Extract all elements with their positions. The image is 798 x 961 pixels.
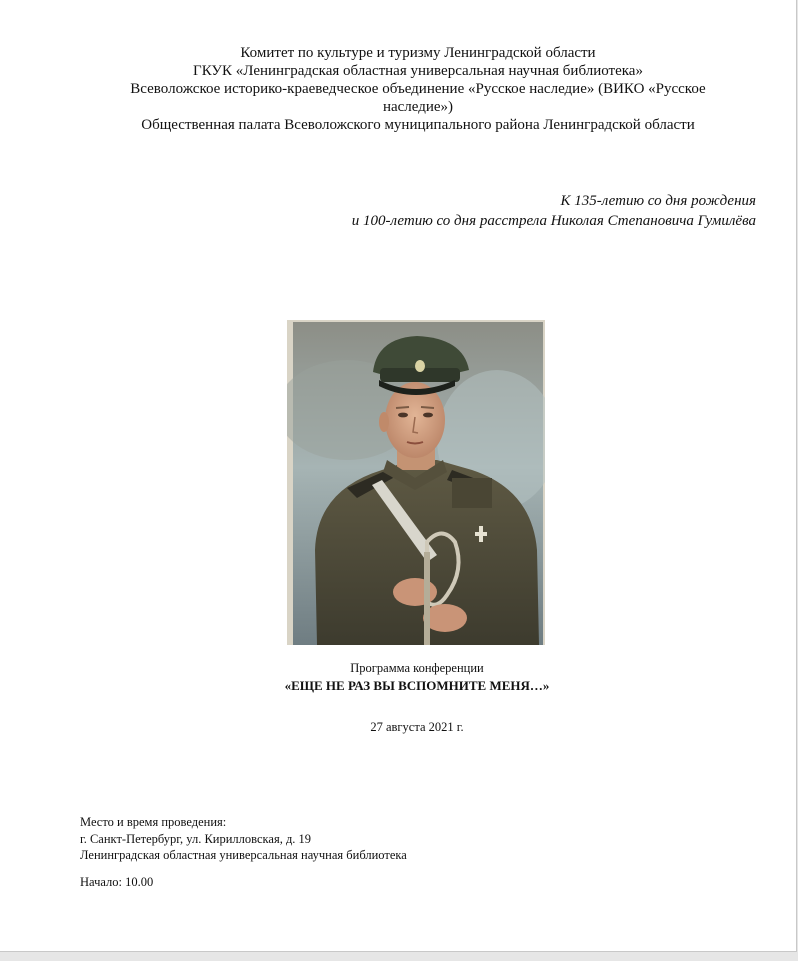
header-line-committee: Комитет по культуре и туризму Ленинградской области xyxy=(240,45,596,61)
dedication-line-execution: и 100-летию со дня расстрела Николая Степановича Гумилёва xyxy=(351,213,756,229)
conference-title: «ЕЩЕ НЕ РАЗ ВЫ ВСПОМНИТЕ МЕНЯ…» xyxy=(284,678,550,693)
start-time: Начало: 10.00 xyxy=(80,875,154,889)
conference-date: 27 августа 2021 г. xyxy=(370,720,464,734)
organizations-header xyxy=(80,44,756,134)
header-line-association: Всеволожское историко-краеведческое объединение «Русское наследие» (ВИКО «Русское xyxy=(130,81,706,97)
venue-library: Ленинградская областная универсальная научная библиотека xyxy=(80,848,407,862)
header-line-library: ГКУК «Ленинградская областная универсальная научная библиотека» xyxy=(193,63,643,79)
program-label: Программа конференции xyxy=(350,661,484,675)
portrait-photo xyxy=(287,320,545,645)
venue-heading: Место и время проведения: xyxy=(80,815,227,829)
dedication xyxy=(196,191,756,231)
header-line-association-cont: наследие») xyxy=(382,99,454,115)
header-line-public-chamber: Общественная палата Всеволожского муниципального района Ленинградской области xyxy=(141,117,695,133)
venue-address: г. Санкт-Петербург, ул. Кирилловская, д. 19 xyxy=(80,831,312,846)
dedication-line-birth: К 135-летию со дня рождения xyxy=(560,193,756,209)
program-block xyxy=(0,660,798,694)
venue-block xyxy=(80,814,407,864)
